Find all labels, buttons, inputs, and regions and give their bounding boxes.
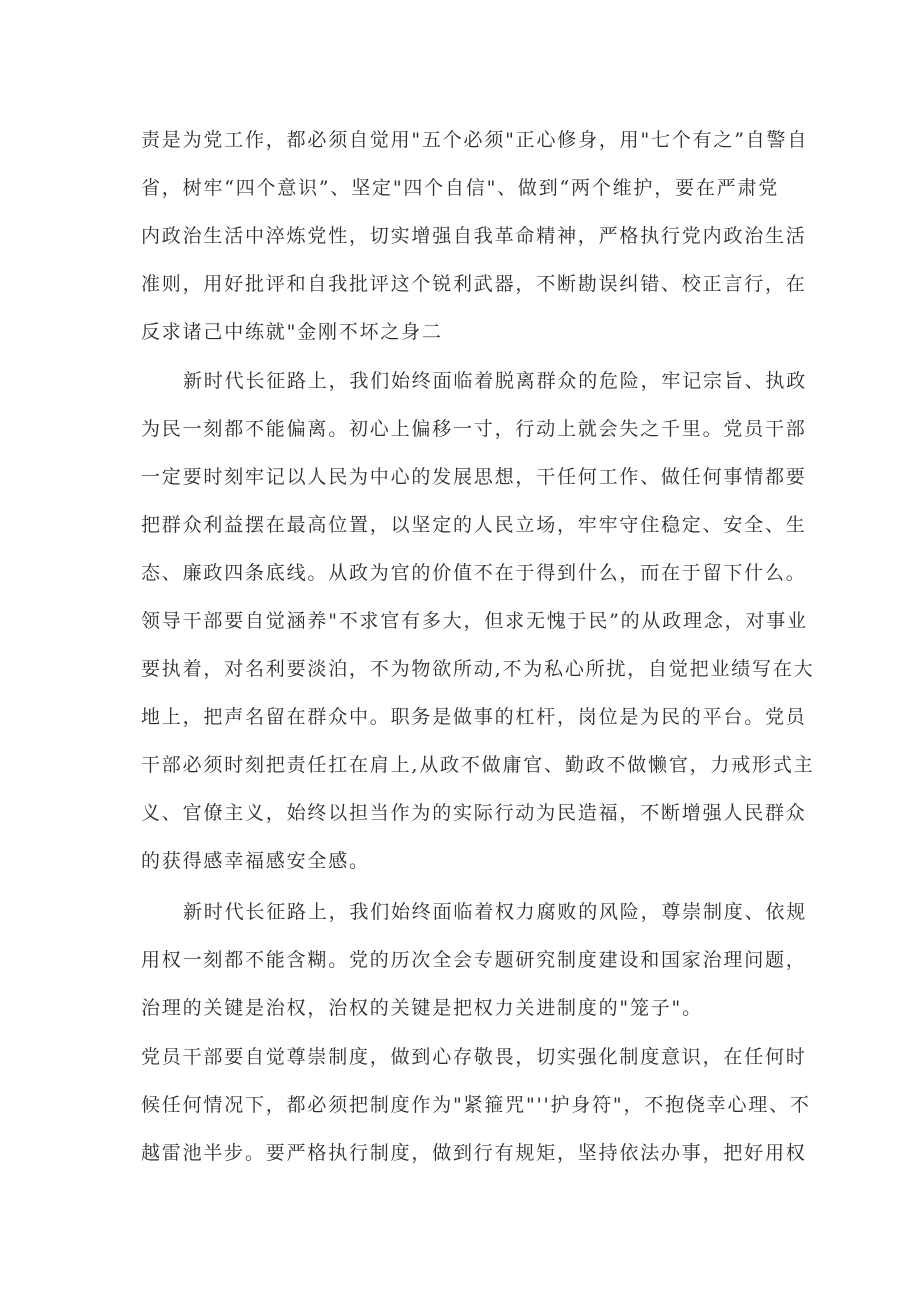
text-line: 越雷池半步。要严格执行制度，做到行有规矩，坚持依法办事，把好用权 bbox=[141, 1142, 807, 1164]
paragraph-institutions bbox=[141, 1033, 811, 1177]
text-line: 义、官僚主义，始终以担当作为的实际行动为民造福，不断增强人民群众 bbox=[141, 802, 807, 824]
text-line: 候任何情况下，都必须把制度作为"紧箍咒"''护身符"，不抱侥幸心理、不 bbox=[141, 1094, 811, 1116]
text-line: 内政治生活中淬炼党性，切实增强自我革命精神，严格执行党内政治生活 bbox=[141, 225, 807, 247]
text-line: 的获得感幸福感安全感。 bbox=[141, 850, 370, 872]
paragraph-masses bbox=[141, 357, 815, 885]
text-line: 用权一刻都不能含糊。党的历次全会专题研究制度建设和国家治理问题， bbox=[141, 949, 807, 971]
text-line: 治理的关键是治权，治权的关键是把权力关进制度的"笼子"。 bbox=[141, 997, 703, 1019]
text-line: 省，树牢“四个意识”、坚定"四个自信"、做到“两个维护，要在严肃党 bbox=[141, 177, 780, 199]
text-line: 一定要时刻牢记以人民为中心的发展思想，干任何工作、做任何事情都要 bbox=[141, 466, 807, 488]
text-line: 新时代长征路上，我们始终面临着权力腐败的风险，尊崇制度、依规 bbox=[183, 901, 808, 923]
text-line: 地上，把声名留在群众中。职务是做事的杠杆，岗位是为民的平台。党员 bbox=[141, 706, 807, 728]
paragraph-continuation bbox=[141, 116, 809, 356]
text-line: 新时代长征路上，我们始终面临着脱离群众的危险，牢记宗旨、执政 bbox=[183, 370, 808, 392]
text-line: 干部必须时刻把责任扛在肩上,从政不做庸官、勤政不做懒官，力戒形式主 bbox=[141, 754, 815, 776]
text-line: 责是为党工作，都必须自觉用"五个必须"正心修身，用"七个有之”自警自 bbox=[141, 129, 809, 151]
text-line: 反求诸己中练就"金刚不坏之身二 bbox=[141, 321, 443, 343]
text-line: 态、廉政四条底线。从政为官的价值不在于得到什么，而在于留下什么。 bbox=[141, 562, 807, 584]
text-line: 准则，用好批评和自我批评这个锐利武器，不断勘误纠错、校正言行，在 bbox=[141, 273, 807, 295]
text-line: 党员干部要自觉尊崇制度，做到心存敬畏，切实强化制度意识，在任何时 bbox=[141, 1046, 807, 1068]
paragraph-power bbox=[141, 888, 808, 1032]
text-line: 为民一刻都不能偏离。初心上偏移一寸，行动上就会失之千里。党员干部 bbox=[141, 418, 807, 440]
text-line: 领导干部要自觉涵养"不求官有多大，但求无愧于民”的从政理念，对事业 bbox=[141, 610, 808, 632]
text-line: 把群众利益摆在最高位置，以坚定的人民立场，牢牢守住稳定、安全、生 bbox=[141, 514, 807, 536]
text-line: 要执着，对名利要淡泊，不为物欲所动,不为私心所扰，自觉把业绩写在大 bbox=[141, 658, 815, 680]
